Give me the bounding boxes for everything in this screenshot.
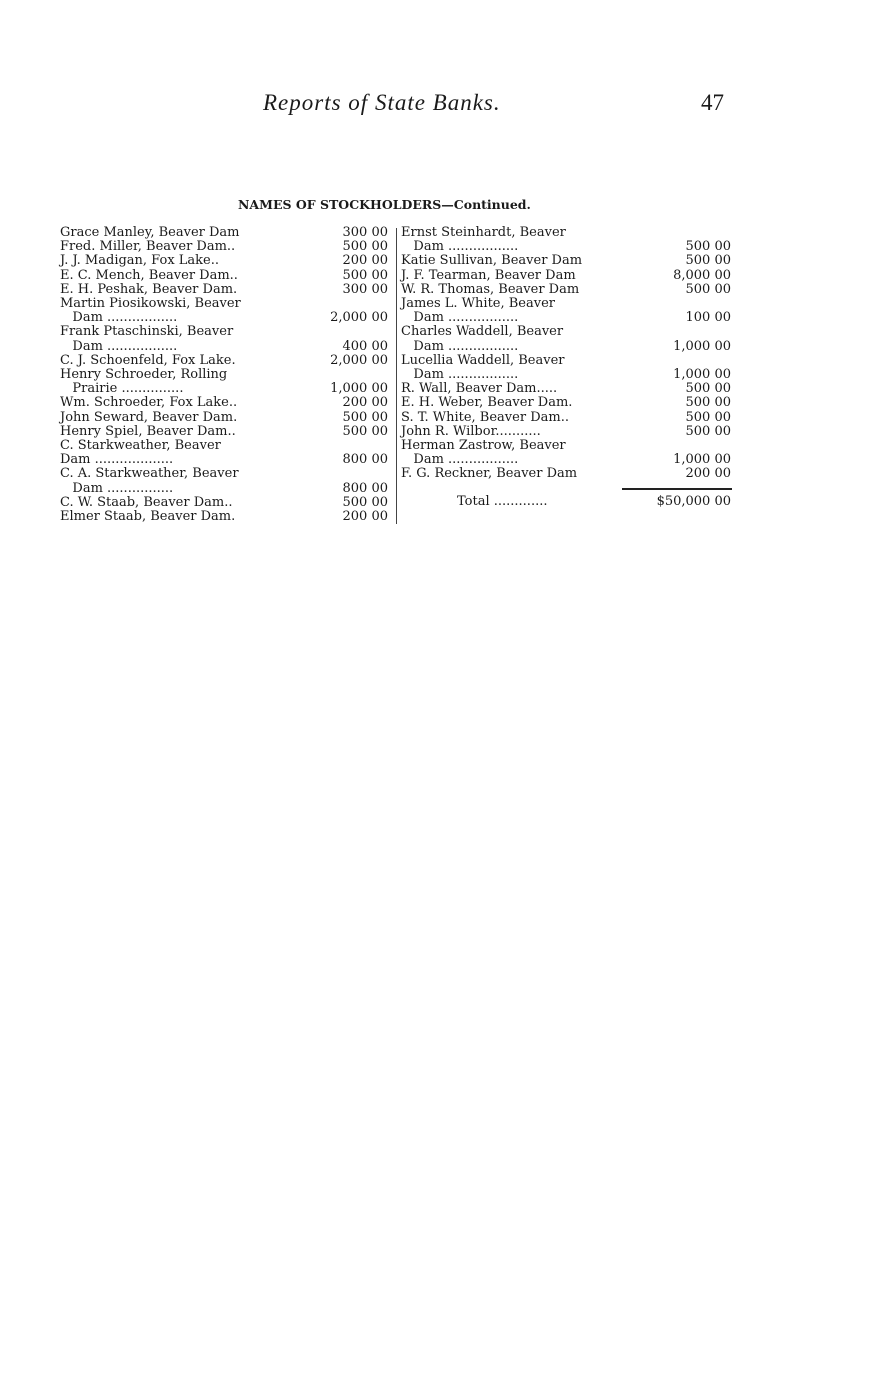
stockholder-name: F. G. Reckner, Beaver Dam <box>401 466 578 482</box>
stockholder-name: Frank Ptaschinski, Beaver <box>60 324 234 340</box>
stockholder-name: C. J. Schoenfeld, Fox Lake. <box>60 352 236 368</box>
stockholder-amount: 500 00 <box>342 267 388 283</box>
stockholder-name: Dam ................ <box>60 480 174 496</box>
stockholder-entry <box>401 382 732 396</box>
stockholder-entry <box>401 425 732 439</box>
stockholder-entry <box>60 368 390 396</box>
stockholder-name: J. J. Madigan, Fox Lake.. <box>60 253 220 269</box>
stockholder-entry <box>60 439 390 467</box>
stockholder-entry <box>60 467 390 495</box>
stockholder-entry <box>401 467 732 481</box>
stockholder-entry <box>401 283 732 297</box>
stockholder-amount: 500 00 <box>342 423 388 439</box>
stockholder-entry <box>401 411 732 425</box>
stockholder-name: John Seward, Beaver Dam. <box>60 409 238 425</box>
column-divider <box>396 228 397 524</box>
stockholder-amount: 500 00 <box>685 381 731 397</box>
stockholder-name: James L. White, Beaver <box>401 296 556 312</box>
stockholder-amount: 800 00 <box>342 452 388 468</box>
stockholder-amount: 800 00 <box>342 480 388 496</box>
stockholder-entry <box>60 411 390 425</box>
stockholder-name: Dam ................. <box>401 310 519 326</box>
stockholder-entry <box>60 240 390 254</box>
stockholder-name: Dam ................. <box>401 452 519 468</box>
stockholder-entry <box>60 283 390 297</box>
stockholder-name: S. T. White, Beaver Dam.. <box>401 409 569 425</box>
stockholder-entry <box>401 254 732 268</box>
stockholder-name: Dam ................. <box>60 310 178 326</box>
stockholder-amount: 200 00 <box>342 395 388 411</box>
stockholder-amount: 1,000 00 <box>673 338 731 354</box>
stockholder-amount: 500 00 <box>685 423 731 439</box>
stockholder-entry <box>60 354 390 368</box>
stockholder-name: J. F. Tearman, Beaver Dam <box>401 267 576 283</box>
total-amount: $50,000 00 <box>656 494 731 509</box>
stockholder-amount: 500 00 <box>685 395 731 411</box>
stockholder-name: Lucellia Waddell, Beaver <box>401 352 565 368</box>
stockholder-name: Herman Zastrow, Beaver <box>401 438 566 454</box>
total-rule <box>622 488 732 490</box>
stockholder-amount: 8,000 00 <box>673 267 731 283</box>
stockholder-amount: 500 00 <box>685 281 731 297</box>
stockholder-entry <box>60 297 390 325</box>
stockholder-entry <box>401 297 732 325</box>
stockholder-entry <box>60 510 390 524</box>
stockholder-amount: 2,000 00 <box>330 310 388 326</box>
stockholder-amount: 1,000 00 <box>673 367 731 383</box>
stockholder-amount: 200 00 <box>685 466 731 482</box>
stockholder-name: Dam ................... <box>60 452 174 468</box>
stockholder-name: John R. Wilbor........... <box>401 423 541 439</box>
stockholder-name: Martin Piosikowski, Beaver <box>60 296 241 312</box>
stockholder-entry <box>401 269 732 283</box>
stockholder-amount: 500 00 <box>685 409 731 425</box>
stockholder-amount: 2,000 00 <box>330 352 388 368</box>
stockholder-amount: 200 00 <box>342 253 388 269</box>
stockholder-amount: 300 00 <box>342 225 388 240</box>
stockholder-name: Dam ................. <box>401 338 519 354</box>
stockholder-amount: 1,000 00 <box>330 381 388 397</box>
stockholder-amount: 400 00 <box>342 338 388 354</box>
section-heading: NAMES OF STOCKHOLDERS—Continued. <box>238 197 531 212</box>
stockholder-entry <box>401 439 732 467</box>
stockholder-name: E. H. Peshak, Beaver Dam. <box>60 281 238 297</box>
stockholder-entry <box>401 325 732 353</box>
stockholder-amount: 100 00 <box>685 310 731 326</box>
stockholder-entry <box>60 269 390 283</box>
stockholder-amount: 500 00 <box>685 253 731 269</box>
stockholder-name: Dam ................. <box>401 239 519 255</box>
stockholder-amount: 1,000 00 <box>673 452 731 468</box>
stockholder-entry <box>401 354 732 382</box>
stockholder-entry <box>401 396 732 410</box>
stockholder-name: C. Starkweather, Beaver <box>60 438 221 454</box>
stockholder-amount: 300 00 <box>342 281 388 297</box>
stockholder-name: E. H. Weber, Beaver Dam. <box>401 395 573 411</box>
stockholder-name: Charles Waddell, Beaver <box>401 324 564 340</box>
stockholder-name: C. A. Starkweather, Beaver <box>60 466 239 482</box>
stockholder-name: Henry Spiel, Beaver Dam.. <box>60 423 236 439</box>
stockholder-amount: 200 00 <box>342 509 388 525</box>
total-row <box>401 494 732 509</box>
stockholder-entry <box>60 496 390 510</box>
stockholder-name: W. R. Thomas, Beaver Dam <box>401 281 580 297</box>
stockholder-name: E. C. Mench, Beaver Dam.. <box>60 267 238 283</box>
stockholder-entry <box>401 226 732 254</box>
stockholder-list-left <box>60 226 390 524</box>
stockholder-amount: 500 00 <box>342 409 388 425</box>
stockholder-name: Wm. Schroeder, Fox Lake.. <box>60 395 238 411</box>
stockholder-entry <box>60 254 390 268</box>
stockholder-name: Fred. Miller, Beaver Dam.. <box>60 239 236 255</box>
stockholder-amount: 500 00 <box>342 494 388 510</box>
total-label: Total ............. <box>457 494 548 509</box>
stockholder-amount: 500 00 <box>685 239 731 255</box>
stockholder-name: Elmer Staab, Beaver Dam. <box>60 509 236 525</box>
stockholder-entry <box>60 226 390 240</box>
stockholder-name: R. Wall, Beaver Dam..... <box>401 381 558 397</box>
stockholder-entry <box>60 396 390 410</box>
stockholder-name: C. W. Staab, Beaver Dam.. <box>60 494 233 510</box>
running-title: Reports of State Banks. <box>263 90 501 115</box>
stockholder-name: Prairie ............... <box>60 381 184 397</box>
page-number: 47 <box>701 90 724 115</box>
stockholder-entry <box>60 325 390 353</box>
stockholder-name: Dam ................. <box>60 338 178 354</box>
stockholder-amount: 500 00 <box>342 239 388 255</box>
stockholder-name: Henry Schroeder, Rolling <box>60 367 228 383</box>
stockholder-name: Katie Sullivan, Beaver Dam <box>401 253 583 269</box>
stockholder-name: Ernst Steinhardt, Beaver <box>401 225 566 240</box>
stockholder-name: Dam ................. <box>401 367 519 383</box>
stockholder-name: Grace Manley, Beaver Dam <box>60 225 240 240</box>
stockholder-entry <box>60 425 390 439</box>
stockholder-list-right <box>401 226 732 482</box>
